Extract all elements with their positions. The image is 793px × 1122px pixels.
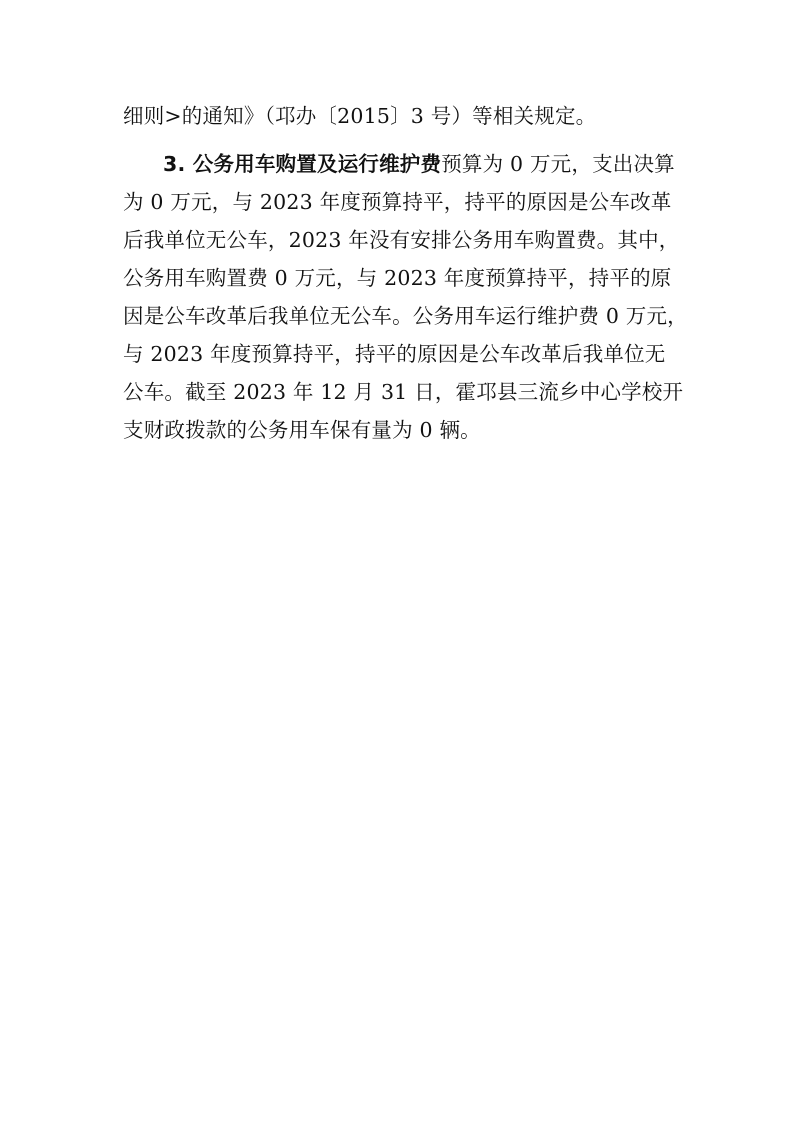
- paragraph-line-9: 支财政拨款的公务用车保有量为 0 辆。: [123, 418, 481, 442]
- paragraph-line-1: 细则>的通知》（邛办〔2015〕3 号）等相关规定。: [123, 104, 597, 128]
- section-3-heading: 3. 公务用车购置及运行维护费: [163, 152, 442, 176]
- paragraph-line-7: 与 2023 年度预算持平，持平的原因是公车改革后我单位无: [123, 342, 666, 366]
- paragraph-line-4: 后我单位无公车，2023 年没有安排公务用车购置费。其中，: [123, 228, 680, 252]
- section-3-first-line: [163, 152, 723, 176]
- paragraph-line-3: 为 0 万元，与 2023 年度预算持平，持平的原因是公车改革: [123, 190, 672, 214]
- section-3-lead-text: 预算为 0 万元，支出决算: [441, 152, 675, 176]
- paragraph-line-8: 公车。截至 2023 年 12 月 31 日，霍邛县三流乡中心学校开: [123, 380, 684, 404]
- paragraph-line-6: 因是公车改革后我单位无公车。公务用车运行维护费 0 万元，: [123, 304, 688, 328]
- paragraph-line-5: 公务用车购置费 0 万元，与 2023 年度预算持平，持平的原: [123, 266, 672, 290]
